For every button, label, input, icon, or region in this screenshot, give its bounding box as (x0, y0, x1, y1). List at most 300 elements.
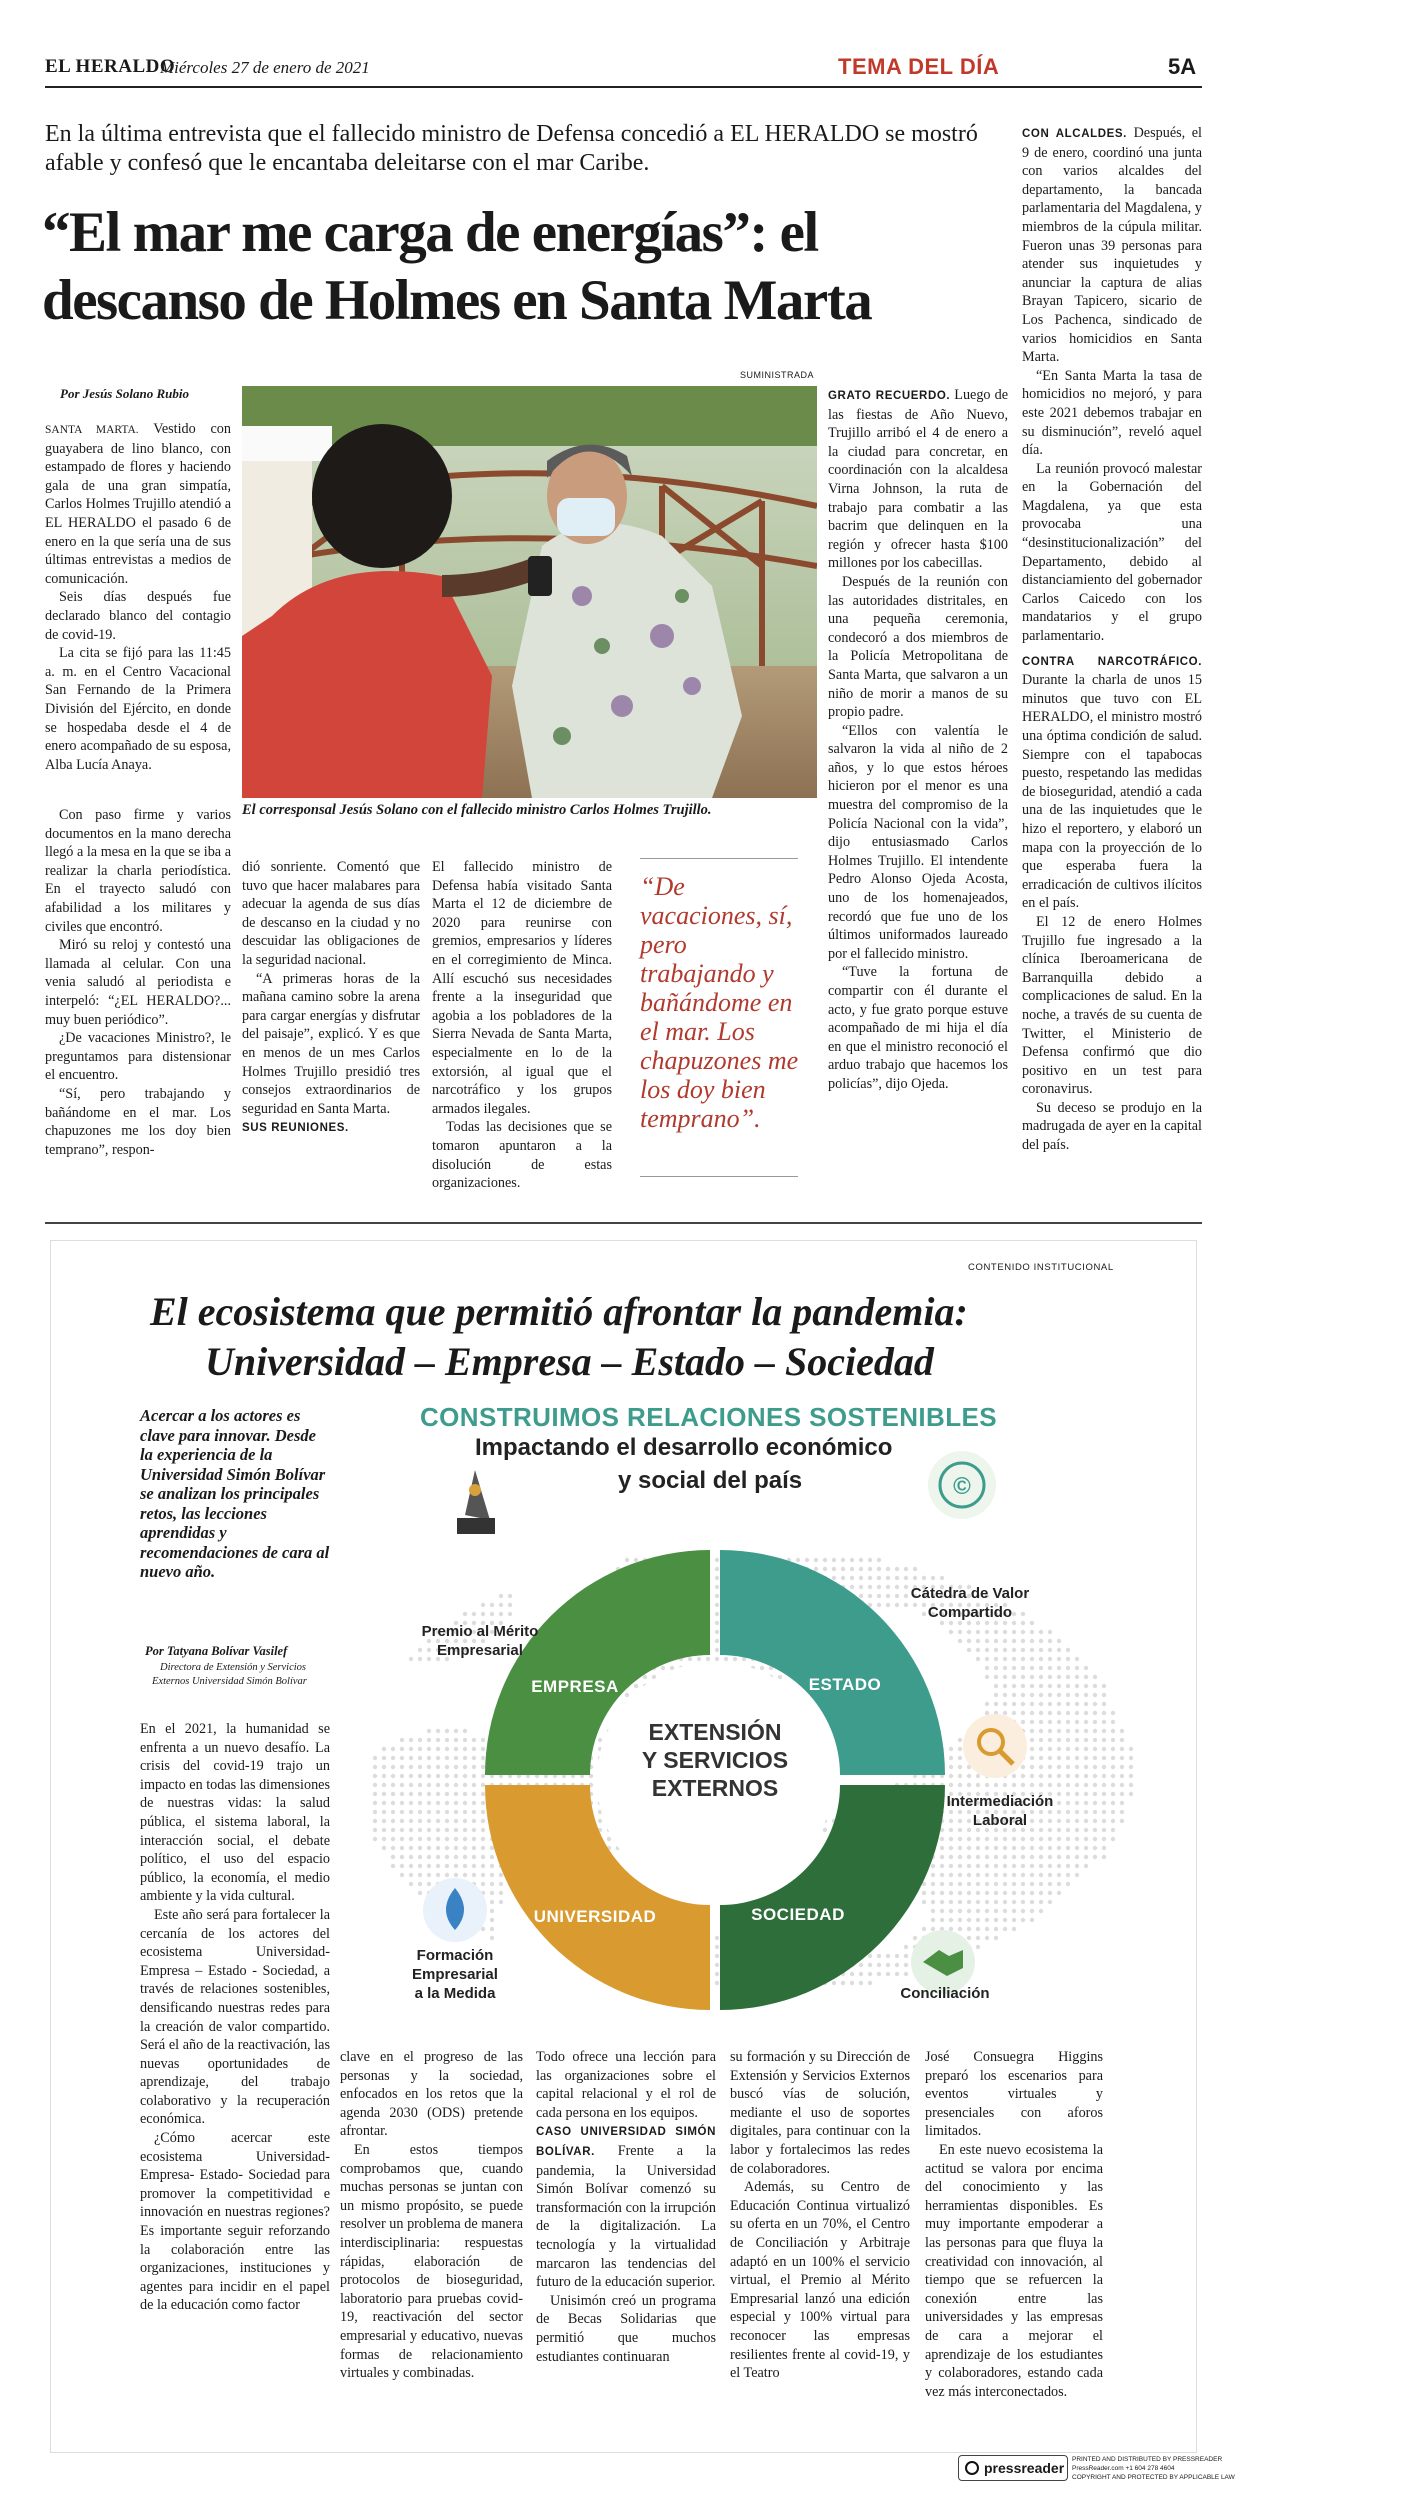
map-dot (985, 1648, 989, 1652)
map-dot (1039, 1891, 1043, 1895)
map-dot (1030, 1675, 1034, 1679)
map-dot (940, 1855, 944, 1859)
map-dot (418, 1783, 422, 1787)
map-dot (1075, 1855, 1079, 1859)
map-dot (1039, 1720, 1043, 1724)
map-dot (976, 1837, 980, 1841)
map-dot (715, 1567, 719, 1571)
map-dot (715, 1936, 719, 1940)
map-dot (598, 1819, 602, 1823)
map-dot (715, 1576, 719, 1580)
map-dot (841, 1567, 845, 1571)
map-dot (868, 1585, 872, 1589)
map-dot (886, 1576, 890, 1580)
map-dot (922, 1891, 926, 1895)
map-dot (1030, 1873, 1034, 1877)
map-dot (1084, 1756, 1088, 1760)
map-dot (976, 1657, 980, 1661)
paragraph: dió sonriente. Comentó que tuvo que hacer malabares para adecuar la agenda de sus días de descanso en la ciudad y no descuidar las obligaciones de la seguridad nacional. (242, 859, 420, 968)
map-dot (688, 1657, 692, 1661)
map-dot (886, 1567, 890, 1571)
section-title: TEMA DEL DÍA (838, 54, 1000, 79)
map-dot (949, 1909, 953, 1913)
map-dot (373, 1756, 377, 1760)
map-dot (1102, 1702, 1106, 1706)
page-number: 5A (1168, 54, 1197, 79)
map-dot (382, 1765, 386, 1769)
map-dot (481, 1792, 485, 1796)
map-dot (499, 1891, 503, 1895)
map-dot (1003, 1657, 1007, 1661)
map-dot (1075, 1657, 1079, 1661)
map-dot (940, 1918, 944, 1922)
pressreader-badge[interactable] (958, 2455, 1068, 2481)
map-dot (454, 1828, 458, 1832)
map-dot (445, 1774, 449, 1778)
map-dot (1129, 1792, 1133, 1796)
map-dot (1066, 1711, 1070, 1715)
map-dot (445, 1864, 449, 1868)
map-dot (382, 1846, 386, 1850)
map-dot (436, 1792, 440, 1796)
map-dot (1084, 1729, 1088, 1733)
map-dot (958, 1909, 962, 1913)
label-catedra-valor (890, 1584, 1050, 1622)
map-dot (994, 1639, 998, 1643)
map-dot (1039, 1783, 1043, 1787)
map-dot (1021, 1657, 1025, 1661)
map-dot (1066, 1738, 1070, 1742)
map-dot (481, 1603, 485, 1607)
map-dot (490, 1882, 494, 1886)
map-dot (1075, 1738, 1079, 1742)
map-dot (985, 1711, 989, 1715)
map-dot (1075, 1666, 1079, 1670)
map-dot (958, 1927, 962, 1931)
map-dot (409, 1756, 413, 1760)
map-dot (472, 1846, 476, 1850)
map-dot (454, 1873, 458, 1877)
map-dot (1057, 1747, 1061, 1751)
map-dot (427, 1756, 431, 1760)
map-dot (1048, 1846, 1052, 1850)
map-dot (1039, 1693, 1043, 1697)
map-dot (481, 1882, 485, 1886)
map-dot (1003, 1639, 1007, 1643)
subhead-sus-reuniones: SUS REUNIONES. (242, 1122, 349, 1135)
map-dot (1120, 1765, 1124, 1769)
map-dot (1039, 1837, 1043, 1841)
map-dot (994, 1702, 998, 1706)
map-dot (1012, 1639, 1016, 1643)
map-dot (391, 1792, 395, 1796)
map-dot (382, 1837, 386, 1841)
map-dot (1093, 1702, 1097, 1706)
map-dot (373, 1774, 377, 1778)
ad-column-4 (730, 2048, 910, 2383)
map-dot (1030, 1747, 1034, 1751)
map-dot (715, 1963, 719, 1967)
map-dot (1021, 1666, 1025, 1670)
map-dot (877, 1603, 881, 1607)
subhead-caso-universidad: CASO UNIVERSIDAD SIMÓN BOLÍVAR. (536, 2126, 716, 2158)
map-dot (877, 1585, 881, 1589)
map-dot (472, 1855, 476, 1859)
map-dot (715, 1972, 719, 1976)
map-dot (1084, 1720, 1088, 1724)
map-dot (400, 1873, 404, 1877)
map-dot (427, 1837, 431, 1841)
map-dot (1111, 1774, 1115, 1778)
map-dot (1039, 1711, 1043, 1715)
map-dot (949, 1630, 953, 1634)
map-dot (1012, 1891, 1016, 1895)
map-dot (1030, 1648, 1034, 1652)
paragraph: Frente a la pandemia, la Universidad Simón Bolívar comenzó su transformación con la irrupción de la digitalización. La tecnología y la virtualidad marcaron las tendencias del futuro de la educación superior. (536, 2142, 717, 2291)
map-dot (1057, 1729, 1061, 1733)
map-dot (1093, 1837, 1097, 1841)
map-dot (472, 1738, 476, 1742)
map-dot (1003, 1918, 1007, 1922)
map-dot (400, 1810, 404, 1814)
map-dot (481, 1873, 485, 1877)
map-dot (1084, 1774, 1088, 1778)
map-dot (1030, 1639, 1034, 1643)
map-dot (868, 1576, 872, 1580)
map-dot (463, 1765, 467, 1769)
map-dot (1030, 1846, 1034, 1850)
map-dot (1021, 1846, 1025, 1850)
map-dot (976, 1639, 980, 1643)
infographic-title: CONSTRUIMOS RELACIONES SOSTENIBLES (420, 1402, 997, 1432)
map-dot (391, 1819, 395, 1823)
map-dot (499, 1594, 503, 1598)
map-dot (1093, 1801, 1097, 1805)
map-dot (373, 1792, 377, 1796)
map-dot (1003, 1882, 1007, 1886)
pressreader-icon (965, 2461, 979, 2475)
label-intermediacion (925, 1792, 1075, 1830)
map-dot (1093, 1792, 1097, 1796)
map-dot (841, 1981, 845, 1985)
map-dot (1057, 1873, 1061, 1877)
map-dot (454, 1729, 458, 1733)
map-dot (1003, 1711, 1007, 1715)
map-dot (382, 1801, 386, 1805)
map-dot (490, 1855, 494, 1859)
map-dot (436, 1756, 440, 1760)
map-dot (976, 1909, 980, 1913)
map-dot (373, 1801, 377, 1805)
map-dot (877, 1972, 881, 1976)
map-dot (967, 1927, 971, 1931)
map-dot (949, 1765, 953, 1769)
map-dot (1039, 1639, 1043, 1643)
map-dot (967, 1882, 971, 1886)
map-dot (409, 1882, 413, 1886)
map-dot (1012, 1846, 1016, 1850)
map-dot (1003, 1666, 1007, 1670)
map-dot (1048, 1891, 1052, 1895)
map-dot (967, 1900, 971, 1904)
map-dot (985, 1657, 989, 1661)
map-dot (382, 1783, 386, 1787)
ad-column-2 (340, 2048, 523, 2383)
map-dot (958, 1882, 962, 1886)
map-dot (1120, 1774, 1124, 1778)
map-dot (1039, 1648, 1043, 1652)
map-dot (1093, 1765, 1097, 1769)
paragraph: Después, el 9 de enero, coordinó una junta con varios alcaldes del departamento, la bancada parlamentaria del Magdalena, y miembros de la cúpula militar. Fueron unas 39 personas para atender sus inquietudes y anunciar la captura de alias Brayan Tapicero, sicario de Los Pachenca, sindicado de varios homicidios en Santa Marta. (1022, 125, 1203, 366)
map-dot (1075, 1819, 1079, 1823)
map-dot (418, 1801, 422, 1805)
map-dot (1075, 1684, 1079, 1688)
map-dot (1102, 1828, 1106, 1832)
map-dot (1066, 1684, 1070, 1688)
map-dot (1093, 1738, 1097, 1742)
map-dot (940, 1873, 944, 1877)
map-dot (1093, 1711, 1097, 1715)
map-dot (427, 1801, 431, 1805)
paragraph: Después de la reunión con las autoridades distritales, en una pequeña ceremonia, condecoró a dos miembros de la Policía Metropolitana de Santa Marta, que salvaron a un niño de morir a manos de su propio padre. (828, 573, 1008, 721)
map-dot (607, 1837, 611, 1841)
map-dot (832, 1558, 836, 1562)
map-dot (508, 1612, 512, 1616)
map-dot (877, 1954, 881, 1958)
paragraph: “En Santa Marta la tasa de homicidios no mejoró, y para este 2021 debemos trabajar en su disminución”, reveló aquel día. (1022, 367, 1202, 459)
map-dot (445, 1756, 449, 1760)
map-dot (895, 1954, 899, 1958)
paragraph: Vestido con guayabera de lino blanco, con estampado de flores y haciendo gala de una gran simpatía, Carlos Holmes Trujillo atendió a EL HERALDO el pasado 6 de enero en la que sería una de sus últimas entrevistas a medios de comunicación. (45, 421, 232, 587)
map-dot (904, 1972, 908, 1976)
map-dot (715, 1945, 719, 1949)
map-dot (472, 1801, 476, 1805)
map-dot (958, 1765, 962, 1769)
map-dot (436, 1801, 440, 1805)
map-dot (373, 1819, 377, 1823)
map-dot (481, 1738, 485, 1742)
map-dot (1030, 1918, 1034, 1922)
map-dot (481, 1810, 485, 1814)
map-dot (1057, 1846, 1061, 1850)
map-dot (976, 1774, 980, 1778)
map-dot (463, 1810, 467, 1814)
map-dot (1012, 1909, 1016, 1913)
map-dot (823, 1828, 827, 1832)
map-dot (1102, 1747, 1106, 1751)
map-dot (1003, 1630, 1007, 1634)
map-dot (481, 1855, 485, 1859)
map-dot (1075, 1801, 1079, 1805)
map-dot (985, 1936, 989, 1940)
map-dot (1120, 1729, 1124, 1733)
map-dot (499, 1882, 503, 1886)
map-dot (958, 1639, 962, 1643)
map-dot (391, 1855, 395, 1859)
label-line: Premio al Mérito (421, 1623, 539, 1640)
map-dot (436, 1783, 440, 1787)
map-dot (1048, 1729, 1052, 1733)
map-dot (418, 1819, 422, 1823)
map-dot (1003, 1702, 1007, 1706)
map-dot (1030, 1774, 1034, 1778)
map-dot (976, 1945, 980, 1949)
map-dot (409, 1738, 413, 1742)
map-dot (1048, 1756, 1052, 1760)
map-dot (1030, 1729, 1034, 1733)
map-dot (1111, 1738, 1115, 1742)
map-dot (436, 1738, 440, 1742)
map-dot (409, 1774, 413, 1778)
center-label-2: Y SERVICIOS (641, 1747, 789, 1773)
map-dot (823, 1567, 827, 1571)
headline-line-1: “El mar me carga de energías”: el (42, 201, 818, 264)
map-dot (850, 1981, 854, 1985)
subhead-contra-narcotrafico: CONTRA NARCOTRÁFICO. (1022, 655, 1202, 668)
map-dot (715, 1630, 719, 1634)
map-dot (427, 1783, 431, 1787)
map-dot (994, 1657, 998, 1661)
map-dot (1021, 1765, 1025, 1769)
map-dot (1048, 1657, 1052, 1661)
paragraph: “Tuve la fortuna de compartir con él durante el acto, y fue grato porque estuve acompañado de mi hija el día en que el ministro reconoció el arduo trabajo que hacemos los policías”, dijo Ojeda. (828, 964, 1008, 1092)
map-dot (1102, 1783, 1106, 1787)
paragraph: Seis días después fue declarado blanco del contagio de covid-19. (45, 589, 231, 643)
map-dot (931, 1909, 935, 1913)
map-dot (373, 1810, 377, 1814)
map-dot (490, 1612, 494, 1616)
map-dot (1048, 1837, 1052, 1841)
map-dot (1129, 1756, 1133, 1760)
map-dot (715, 1639, 719, 1643)
map-dot (715, 1585, 719, 1589)
map-dot (994, 1783, 998, 1787)
map-dot (1084, 1747, 1088, 1751)
paragraph: La cita se fijó para las 11:45 a. m. en el Centro Vacacional San Fernando de la Primera División del Ejército, en donde se hospedaba desde el 4 de enero acompañado de su esposa, Alba Lucía Anaya. (45, 645, 231, 773)
map-dot (1030, 1684, 1034, 1688)
map-dot (958, 1855, 962, 1859)
map-dot (1093, 1810, 1097, 1814)
map-dot (1012, 1882, 1016, 1886)
map-dot (445, 1747, 449, 1751)
map-dot (1012, 1900, 1016, 1904)
map-dot (958, 1891, 962, 1895)
map-dot (994, 1855, 998, 1859)
map-dot (895, 1963, 899, 1967)
map-dot (1102, 1693, 1106, 1697)
map-dot (391, 1846, 395, 1850)
map-dot (1012, 1837, 1016, 1841)
map-dot (454, 1792, 458, 1796)
map-dot (715, 1558, 719, 1562)
ad-column-3 (536, 2048, 716, 2366)
map-dot (481, 1819, 485, 1823)
map-dot (1030, 1693, 1034, 1697)
paragraph: Todas las decisiones que se tomaron apuntaron a la disolución de estas organizaciones. (432, 1119, 612, 1192)
map-dot (400, 1783, 404, 1787)
map-dot (1048, 1675, 1052, 1679)
map-dot (994, 1918, 998, 1922)
map-dot (1003, 1648, 1007, 1652)
map-dot (877, 1576, 881, 1580)
map-dot (1102, 1855, 1106, 1859)
map-dot (1039, 1855, 1043, 1859)
infographic-subtitle-2: y social del país (618, 1467, 803, 1494)
subhead-grato-recuerdo: GRATO RECUERDO. (828, 390, 951, 402)
map-dot (994, 1648, 998, 1652)
map-dot (463, 1837, 467, 1841)
map-dot (859, 1558, 863, 1562)
map-dot (1039, 1873, 1043, 1877)
map-dot (706, 1657, 710, 1661)
map-dot (1048, 1666, 1052, 1670)
map-dot (958, 1918, 962, 1922)
map-dot (1111, 1828, 1115, 1832)
map-dot (940, 1846, 944, 1850)
map-dot (382, 1747, 386, 1751)
map-dot (859, 1981, 863, 1985)
pull-quote-rule-top (640, 858, 798, 859)
map-dot (1012, 1702, 1016, 1706)
ad-column-1 (140, 1720, 330, 2315)
map-dot (931, 1900, 935, 1904)
map-dot (859, 1576, 863, 1580)
article-photo (242, 386, 817, 798)
map-dot (1075, 1792, 1079, 1796)
map-dot (436, 1846, 440, 1850)
map-dot (904, 1963, 908, 1967)
map-dot (445, 1828, 449, 1832)
map-dot (436, 1729, 440, 1733)
map-dot (994, 1927, 998, 1931)
map-dot (382, 1810, 386, 1814)
map-dot (1003, 1909, 1007, 1913)
map-dot (499, 1873, 503, 1877)
map-dot (715, 1981, 719, 1985)
map-dot (1048, 1873, 1052, 1877)
map-dot (1075, 1765, 1079, 1769)
map-dot (1048, 1864, 1052, 1868)
map-dot (1129, 1783, 1133, 1787)
map-dot (940, 1576, 944, 1580)
map-dot (472, 1756, 476, 1760)
map-dot (985, 1666, 989, 1670)
map-dot (859, 1972, 863, 1976)
map-dot (1003, 1675, 1007, 1679)
map-dot (391, 1783, 395, 1787)
map-dot (715, 1648, 719, 1652)
map-dot (1111, 1729, 1115, 1733)
map-dot (967, 1639, 971, 1643)
map-dot (1084, 1792, 1088, 1796)
map-dot (1057, 1864, 1061, 1868)
map-dot (958, 1630, 962, 1634)
map-dot (481, 1864, 485, 1868)
map-dot (1012, 1693, 1016, 1697)
map-dot (490, 1846, 494, 1850)
map-dot (463, 1612, 467, 1616)
map-dot (409, 1837, 413, 1841)
map-dot (994, 1675, 998, 1679)
map-dot (436, 1819, 440, 1823)
map-dot (472, 1792, 476, 1796)
map-dot (1075, 1675, 1079, 1679)
map-dot (967, 1774, 971, 1778)
map-dot (994, 1873, 998, 1877)
map-dot (481, 1801, 485, 1805)
map-dot (985, 1783, 989, 1787)
map-dot (976, 1918, 980, 1922)
